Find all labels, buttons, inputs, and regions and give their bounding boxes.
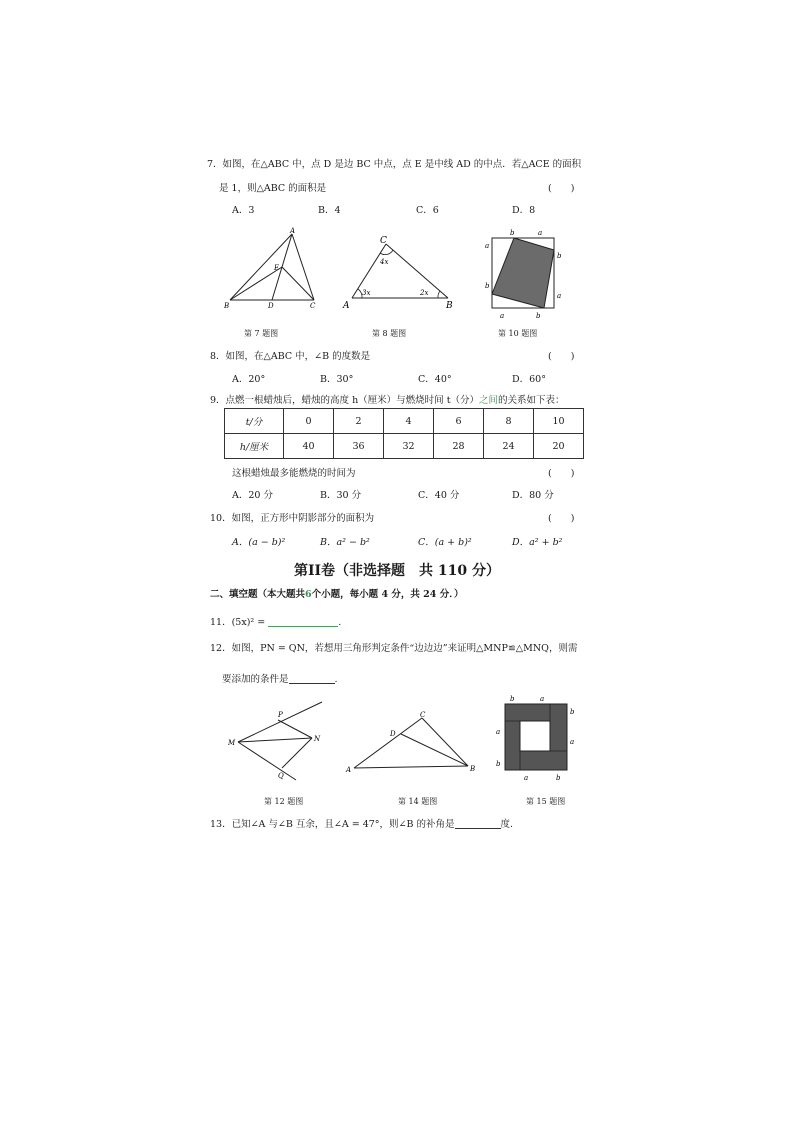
table-cell: 40 <box>284 434 334 459</box>
q9-line1-green: 之间 <box>479 395 499 406</box>
figure-7 <box>222 226 326 312</box>
q10-option-b: B．a² − b² <box>320 537 370 548</box>
figure-10 <box>480 228 570 320</box>
fig10-label-right-b: b <box>557 252 562 260</box>
q13-text-post: 度. <box>500 819 514 830</box>
fig15-label-bottom-a: a <box>524 774 529 782</box>
q10-option-a: A．(a − b)² <box>232 537 286 548</box>
fig12-caption: 第 12 题图 <box>264 797 304 806</box>
figure-15 <box>490 694 580 782</box>
table-cell: 8 <box>484 409 534 434</box>
fig8-label-c: C <box>380 236 387 246</box>
table-cell: 4 <box>384 409 434 434</box>
q9-option-b: B．30 分 <box>320 490 362 501</box>
fig10-label-bottom-b: b <box>536 312 541 320</box>
section-2-subtitle <box>210 586 463 600</box>
q13-answer-blank[interactable] <box>455 818 501 829</box>
q8-option-b: B．30° <box>320 374 354 385</box>
table-cell: 6 <box>434 409 484 434</box>
fig10-label-left-b: b <box>485 282 490 290</box>
fig12-label-p: P <box>278 711 283 719</box>
fig8-caption: 第 8 题图 <box>372 329 407 338</box>
table-cell: 10 <box>534 409 584 434</box>
q9-line1 <box>210 392 565 406</box>
fig15-label-right-b: b <box>570 708 575 716</box>
fig7-label-c: C <box>310 302 316 310</box>
fig8-angle-b: 2x <box>420 289 429 297</box>
fig8-angle-a: 3x <box>362 289 371 297</box>
fig15-label-left-b: b <box>496 760 501 768</box>
section-2-subtitle-post: 个小题，每小题 4 分，共 24 分．） <box>311 589 464 600</box>
q10-option-c: C．(a + b)² <box>418 537 472 548</box>
fig7-label-b: B <box>224 302 230 310</box>
q9-line1-post: 的关系如下表： <box>498 395 565 406</box>
q12-line2: 要添加的条件是 . <box>222 674 338 685</box>
fig12-label-q: Q <box>278 772 284 780</box>
q10-option-d: D．a² + b² <box>512 537 563 548</box>
table-cell: 36 <box>334 434 384 459</box>
fig15-label-left-a: a <box>496 728 501 736</box>
fig14-label-c: C <box>420 711 426 719</box>
fig12-label-m: M <box>228 739 236 747</box>
q7-option-b: B．4 <box>318 205 341 216</box>
section-2-subtitle-num: 6 <box>305 589 312 600</box>
fig15-label-bottom-b: b <box>556 774 561 782</box>
fig10-label-bottom-a: a <box>500 312 505 320</box>
section-2-subtitle-pre: 二、填空题（本大题共 <box>210 589 306 600</box>
table-cell: 28 <box>434 434 484 459</box>
fig10-label-left-a: a <box>485 242 490 250</box>
q9-option-a: A．20 分 <box>232 490 273 501</box>
q9-option-c: C．40 分 <box>418 490 460 501</box>
q10-line1: 10．如图，正方形中阴影部分的面积为 <box>210 513 375 524</box>
table-cell: t/分 <box>225 409 284 434</box>
q8-line1: 8．如图，在△ABC 中，∠B 的度数是 <box>210 351 371 362</box>
q7-option-a: A．3 <box>232 205 255 216</box>
fig14-caption: 第 14 题图 <box>398 797 438 806</box>
q8-option-d: D．60° <box>512 374 546 385</box>
fig7-label-e: E <box>274 264 280 272</box>
fig10-label-top-a: a <box>538 229 543 237</box>
table-cell: 24 <box>484 434 534 459</box>
fig14-label-a: A <box>346 766 352 774</box>
fig7-label-a: A <box>290 227 296 235</box>
figure-14 <box>344 710 484 774</box>
figure-12 <box>226 700 330 784</box>
table-cell: 0 <box>284 409 334 434</box>
table-cell: 20 <box>534 434 584 459</box>
figure-8 <box>340 232 464 312</box>
fig14-label-b: B <box>470 765 476 773</box>
q7-line1: 7．如图，在△ABC 中，点 D 是边 BC 中点，点 E 是中线 AD 的中点．若△ACE 的面积 <box>207 159 582 170</box>
q8-answer-paren: ( ) <box>548 351 575 362</box>
fig15-caption: 第 15 题图 <box>526 797 566 806</box>
q13-line <box>210 816 513 830</box>
q12-line1: 12．如图，PN = QN，若想用三角形判定条件“边边边”来证明△MNP≌△MNQ，则需 <box>210 643 578 654</box>
q9-line1-pre: 9．点燃一根蜡烛后，蜡烛的高度 h（厘米）与燃烧时间 t（分） <box>210 395 480 406</box>
table-row <box>225 434 584 459</box>
fig15-label-right-a: a <box>570 738 575 746</box>
q11-answer-blank[interactable] <box>268 616 338 627</box>
q7-answer-paren: ( ) <box>548 183 575 194</box>
q13-text-pre: 13．已知∠A 与∠B 互余，且∠A = 47°，则∠B 的补角是 <box>210 819 455 830</box>
table-cell: 32 <box>384 434 434 459</box>
fig8-label-b: B <box>446 301 453 311</box>
fig15-label-top-a: a <box>540 695 545 703</box>
fig8-angle-c: 4x <box>380 258 389 266</box>
fig10-caption: 第 10 题图 <box>498 329 538 338</box>
q7-option-c: C．6 <box>416 205 439 216</box>
q7-line2: 是 1，则△ABC 的面积是 <box>219 183 327 194</box>
q9-option-d: D．80 分 <box>512 490 554 501</box>
fig8-label-a: A <box>343 301 350 311</box>
fig15-label-top-b: b <box>510 695 515 703</box>
q8-option-c: C．40° <box>418 374 452 385</box>
q12-answer-blank[interactable] <box>289 673 335 684</box>
fig12-label-n: N <box>314 735 321 743</box>
table-row <box>225 409 584 434</box>
q10-answer-paren: ( ) <box>548 513 575 524</box>
fig7-caption: 第 7 题图 <box>244 329 279 338</box>
q9-answer-paren: ( ) <box>548 468 575 479</box>
fig7-label-d: D <box>268 302 274 310</box>
q11-line: 11．(5x)² = . <box>210 617 342 628</box>
q11-text: 11．(5x)² = <box>210 617 266 628</box>
q7-option-d: D．8 <box>512 205 536 216</box>
q9-line2: 这根蜡烛最多能燃烧的时间为 <box>232 468 356 479</box>
table-cell: h/厘米 <box>225 434 284 459</box>
section-2-title: 第II卷（非选择题 共 110 分） <box>293 563 501 579</box>
fig10-label-top-b: b <box>510 229 515 237</box>
fig14-label-d: D <box>390 730 396 738</box>
fig10-label-right-a: a <box>557 292 562 300</box>
q8-option-a: A．20° <box>232 374 266 385</box>
q12-line2-text: 要添加的条件是 <box>222 674 289 685</box>
table-cell: 2 <box>334 409 384 434</box>
q9-table <box>224 408 584 459</box>
